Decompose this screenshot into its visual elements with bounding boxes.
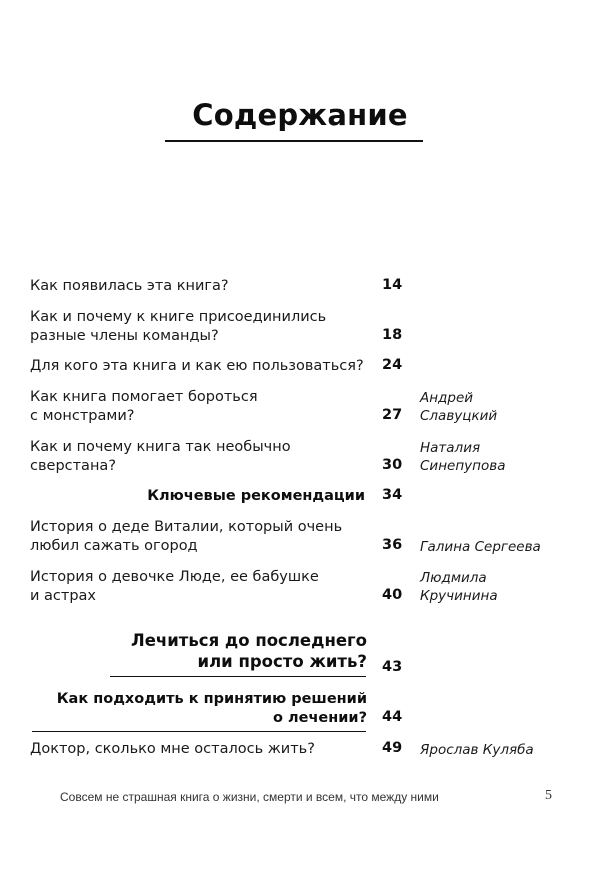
toc-entry-who-for: Для кого эта книга и как ею пользоваться? — [30, 358, 364, 374]
toc-entry-treatment-decisions: Как подходить к принятию решений о лечении? — [56, 691, 367, 726]
toc-author: Наталия Синепупова — [420, 440, 506, 474]
toc-entry-how-book-appeared: Как появилась эта книга? — [30, 278, 229, 294]
toc-entry-key-recommendations: Ключевые рекомендации — [147, 488, 365, 504]
toc-page-number: 36 — [382, 537, 403, 553]
toc-page-number: 34 — [382, 487, 403, 503]
entry-underline — [32, 731, 366, 732]
toc-entry-grandpa-vitaly: История о деде Виталии, который очень любил сажать огород — [30, 519, 343, 554]
toc-author: Андрей Славуцкий — [420, 390, 498, 424]
toc-page-number: 30 — [382, 457, 403, 473]
toc-page-number: 44 — [382, 709, 403, 725]
section-underline — [110, 676, 366, 677]
page-title: Содержание — [192, 98, 408, 132]
toc-author: Ярослав Куляба — [420, 742, 534, 758]
toc-entry-layout: Как и почему книга так необычно сверстана? — [30, 439, 291, 474]
toc-page-number: 40 — [382, 587, 403, 603]
toc-page-number: 27 — [382, 407, 403, 423]
toc-entry-girl-lyuda: История о девочке Люде, ее бабушке и астрах — [30, 569, 319, 604]
toc-author: Галина Сергеева — [420, 539, 541, 555]
toc-page-number: 24 — [382, 357, 403, 373]
toc-page-number: 49 — [382, 740, 403, 756]
toc-author: Людмила Кручинина — [420, 570, 498, 604]
toc-page-number: 14 — [382, 277, 403, 293]
footer-page-number: 5 — [545, 788, 552, 803]
section-page-number: 43 — [382, 659, 403, 675]
section-heading: Лечиться до последнего или просто жить? — [131, 631, 367, 671]
toc-entry-team-members: Как и почему к книге присоединились разные члены команды? — [30, 309, 327, 344]
toc-entry-how-long-to-live: Доктор, сколько мне осталось жить? — [30, 741, 315, 757]
toc-page-number: 18 — [382, 327, 403, 343]
footer-book-title: Совсем не страшная книга о жизни, смерти и всем, что между ними — [60, 790, 439, 804]
toc-entry-monsters: Как книга помогает бороться с монстрами? — [30, 389, 258, 424]
